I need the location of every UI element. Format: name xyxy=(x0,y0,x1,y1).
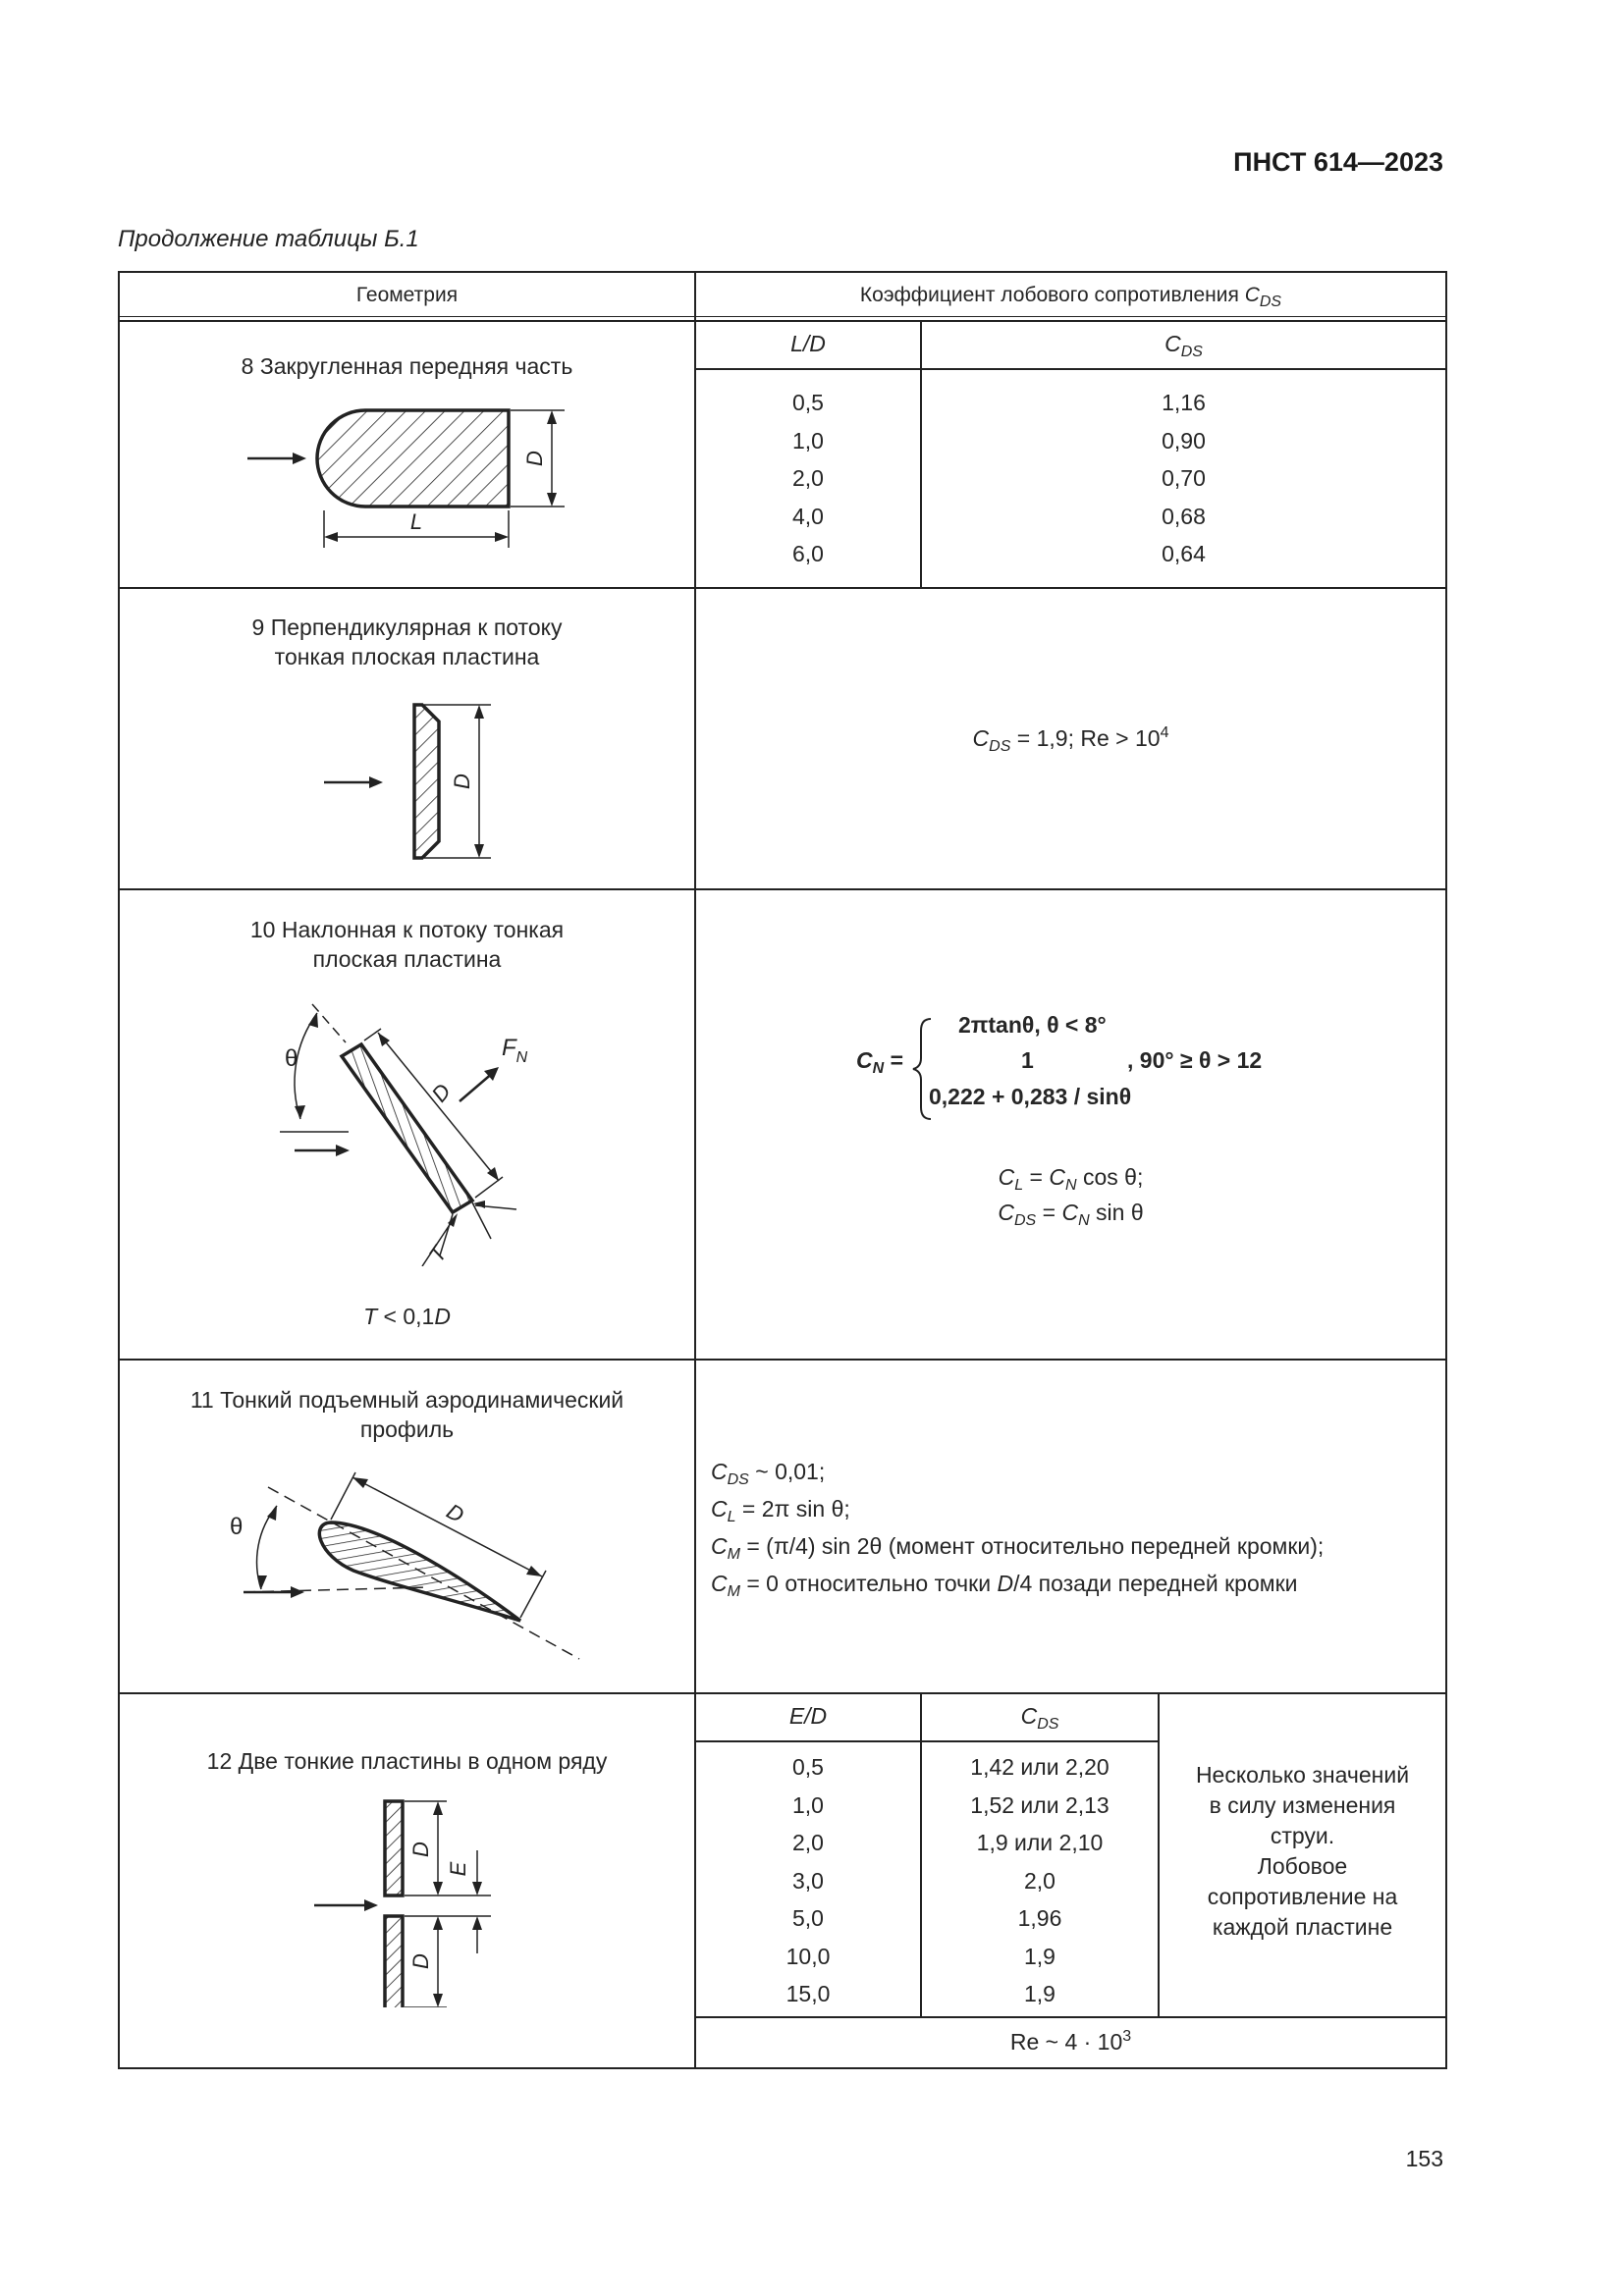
r12-two-plates-figure xyxy=(304,1787,501,2007)
r12-ed-value: 3,0 xyxy=(792,1867,824,1894)
r8-label-l: L xyxy=(409,509,423,534)
r12-footer-rule xyxy=(694,2016,1447,2018)
r8-col-ld: L/D xyxy=(790,331,826,356)
r12-cds-value: 1,52 или 2,13 xyxy=(970,1791,1110,1818)
r11-label-theta: θ xyxy=(230,1514,244,1540)
r10-cn-case-2-condition: , 90° ≥ θ > 12 xyxy=(1127,1047,1263,1073)
r11-title-line2: профиль xyxy=(359,1416,455,1442)
r12-cds-value: 1,9 или 2,10 xyxy=(976,1830,1104,1855)
r10-label-theta: θ xyxy=(285,1045,298,1072)
r12-ed-value: 1,0 xyxy=(792,1791,824,1818)
r12-reynolds: Re ~ $4 \cdot 10^3$ xyxy=(1009,2028,1132,2055)
r9-plate-figure xyxy=(314,692,491,869)
r8-cds-value: 0,64 xyxy=(1162,541,1206,566)
r8-ld-value: 6,0 xyxy=(792,541,824,566)
r11-line-2: $C_L = 2\pi$ sin θ; xyxy=(711,1496,850,1525)
r12-cds-value: 1,9 xyxy=(1024,1981,1056,2006)
r11-label-d: D xyxy=(442,1498,468,1528)
header-rule-1 xyxy=(118,316,1447,317)
r10-cn-case-3: 0,222 + 0,283 / sinθ xyxy=(929,1084,1132,1109)
r8-col-cds: $C_{DS}$ xyxy=(1164,331,1203,360)
row-sep-9-10 xyxy=(118,888,1447,890)
r12-note xyxy=(1160,1760,1445,1943)
header-rule-2 xyxy=(118,320,1447,322)
r8-ld-value: 0,5 xyxy=(792,390,824,415)
r8-subheader-rule xyxy=(694,368,1447,370)
r8-ld-values xyxy=(696,384,920,573)
r8-rounded-body-figure xyxy=(226,402,589,560)
table-border-top xyxy=(118,271,1447,273)
r10-label-d: D xyxy=(426,1079,456,1107)
r12-note-line: в силу изменения xyxy=(1209,1792,1396,1818)
r10-cn-case-1: 2πtanθ, θ < 8° xyxy=(958,1012,1107,1038)
row-sep-8-9 xyxy=(118,587,1447,589)
r12-note-line: каждой пластине xyxy=(1212,1914,1393,1940)
r12-col-cds: $C_{DS}$ xyxy=(1020,1703,1059,1733)
table-border-right xyxy=(1445,271,1447,2069)
col-header-coef-text: Коэффициент лобового сопротивления xyxy=(859,284,1239,306)
r10-cn-lhs: $C_N$ = xyxy=(856,1047,904,1077)
r12-label-e: E xyxy=(446,1861,470,1877)
r12-label-d-bottom: D xyxy=(408,1953,433,1969)
r12-ed-value: 0,5 xyxy=(792,1754,824,1780)
r8-label-d: D xyxy=(522,451,547,466)
r12-note-line: струи. xyxy=(1270,1823,1335,1848)
r12-note-line: сопротивление на xyxy=(1207,1884,1398,1909)
r8-ld-value: 4,0 xyxy=(792,503,824,529)
r10-thickness-note: T < 0,1D xyxy=(363,1304,451,1329)
table-caption: Продолжение таблицы Б.1 xyxy=(118,226,419,252)
r11-airfoil-figure xyxy=(216,1458,589,1664)
r12-cds-value: 1,42 или 2,20 xyxy=(970,1754,1110,1780)
r8-cds-value: 1,16 xyxy=(1162,390,1206,415)
r12-cds-value: 2,0 xyxy=(1024,1867,1056,1894)
r12-title: 12 Две тонкие пластины в одном ряду xyxy=(206,1748,608,1774)
standard-code: ПНСТ 614—2023 xyxy=(1233,147,1443,177)
r8-cds-value: 0,68 xyxy=(1162,503,1206,529)
col-header-coefficient xyxy=(696,284,1445,311)
r10-cn-case-2: 1 xyxy=(1021,1047,1034,1073)
r12-ed-value: 10,0 xyxy=(785,1943,831,1969)
r11-title-line1: 11 Тонкий подъемный аэродинамический xyxy=(189,1387,624,1413)
r12-note-line: Лобовое xyxy=(1257,1853,1348,1879)
r10-inclined-plate-figure xyxy=(265,991,560,1266)
r11-line-1: $C_{DS}$ ~ 0,01; xyxy=(711,1459,826,1488)
r9-title-line2: тонкая плоская пластина xyxy=(274,644,540,669)
r12-cds-value: 1,96 xyxy=(1017,1905,1062,1931)
r8-ld-value: 1,0 xyxy=(792,427,824,454)
r12-subheader-rule xyxy=(694,1740,1159,1742)
r9-label-d: D xyxy=(450,774,474,789)
r10-title-line1: 10 Наклонная к потоку тонкая xyxy=(249,917,565,942)
page-number: 153 xyxy=(1405,2146,1443,2171)
r10-label-fn: $F_N$ xyxy=(502,1035,528,1066)
r8-title: 8 Закругленная передняя часть xyxy=(241,353,573,379)
r9-title-line1: 9 Перпендикулярная к потоку xyxy=(251,614,563,640)
r10-cds-formula: $C_{DS} = C_N$ sin θ xyxy=(998,1200,1144,1229)
table-border-bottom xyxy=(118,2067,1447,2069)
r9-formula: $C_{DS} = 1,9$; $Re > 10^4$ xyxy=(972,724,1169,755)
table-border-left xyxy=(118,271,120,2069)
col-header-geometry: Геометрия xyxy=(355,284,459,306)
r8-cds-values xyxy=(922,384,1445,573)
r11-line-4: $C_M = 0$ относительно точки D/4 позади передней кромки xyxy=(711,1571,1298,1600)
r12-label-d-top: D xyxy=(408,1842,433,1857)
row-sep-10-11 xyxy=(118,1359,1447,1361)
r10-cl-formula: $C_L = C_N$ cos θ; xyxy=(998,1164,1144,1194)
r12-ed-value: 5,0 xyxy=(792,1905,824,1931)
r11-line-3: $C_M = (\pi/4)$ sin 2θ (момент относительно передней кромки); xyxy=(711,1533,1325,1563)
r10-title-line2: плоская пластина xyxy=(312,946,502,972)
r10-label-t: T xyxy=(423,1242,452,1266)
r12-col-ed: E/D xyxy=(788,1703,828,1729)
r12-note-line: Несколько значений xyxy=(1195,1762,1410,1788)
r12-cds-value: 1,9 xyxy=(1024,1943,1056,1969)
r12-ed-value: 2,0 xyxy=(792,1830,824,1855)
r12-cds-values xyxy=(922,1748,1158,2013)
row-sep-11-12 xyxy=(118,1692,1447,1694)
r8-cds-value: 0,90 xyxy=(1162,427,1206,454)
r12-ed-value: 15,0 xyxy=(785,1981,831,2006)
r12-ed-values xyxy=(696,1748,920,2013)
r8-ld-value: 2,0 xyxy=(792,465,824,491)
r8-cds-value: 0,70 xyxy=(1162,465,1206,491)
col-header-coef-symbol: $C_{DS}$ xyxy=(1244,284,1282,310)
